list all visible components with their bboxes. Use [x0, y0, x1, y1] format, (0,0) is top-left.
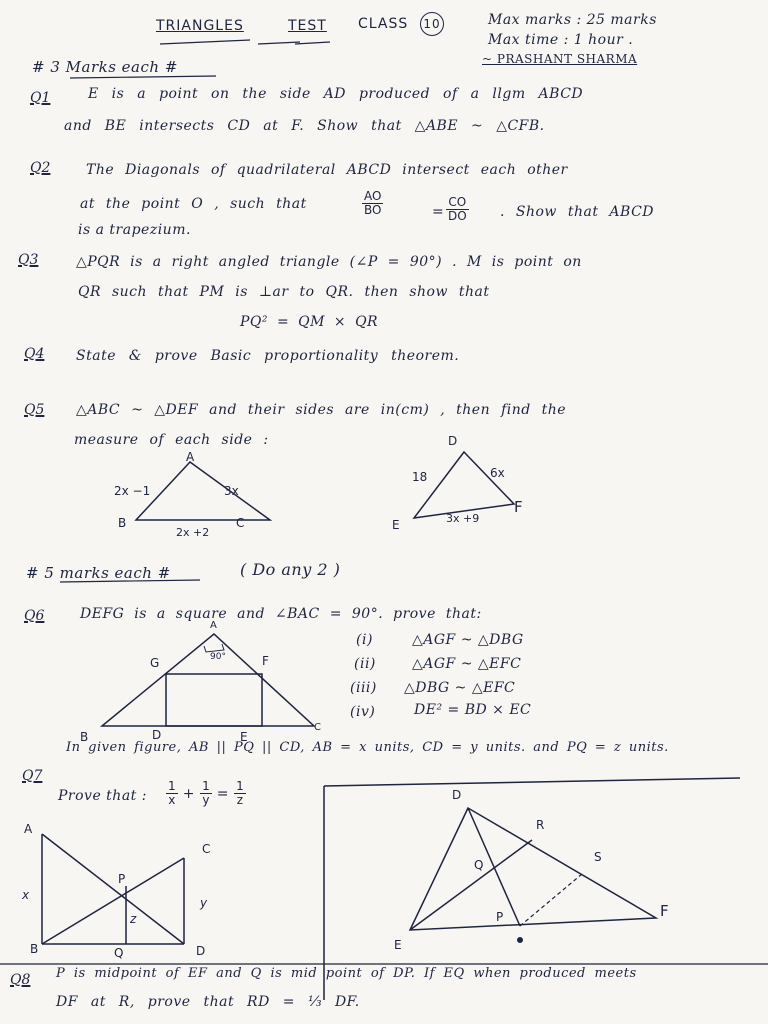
class-number: 10: [420, 12, 444, 36]
section2-heading: # 5 marks each #: [26, 564, 171, 582]
q3-number: Q3: [18, 252, 39, 268]
q6-g: G: [150, 656, 160, 670]
q7-line2: Prove that :: [58, 788, 147, 804]
q7-z: z: [130, 912, 137, 926]
q7-q: Q: [114, 946, 124, 960]
fig-def-f: F: [514, 498, 523, 516]
q6-part1-no: (i): [356, 632, 373, 648]
q7-eq: =: [216, 786, 230, 802]
q7-f1-den: x: [168, 793, 176, 807]
fig-def-de: 18: [412, 470, 428, 484]
q6-part2-no: (ii): [354, 656, 376, 672]
q6-part3-no: (iii): [350, 680, 377, 696]
q1-line1: E is a point on the side AD produced of a llgm ABCD: [88, 86, 584, 102]
test-label: TEST: [288, 18, 327, 34]
q2-frac2-num: CO: [446, 196, 469, 210]
q8-line2: DF at R, prove that RD = ⅓ DF.: [56, 994, 360, 1010]
q7-b: B: [30, 942, 39, 956]
fig-abc-bc: 2x +2: [176, 526, 210, 539]
q7-line1: In given figure, AB || PQ || CD, AB = x units, CD = y units. and PQ = z units.: [66, 740, 669, 755]
q8-s: S: [594, 850, 602, 864]
q2-frac2-den: DO: [448, 209, 467, 223]
q6-part3: △DBG ~ △EFC: [404, 680, 516, 696]
q8-r: R: [536, 818, 545, 832]
fig-abc-ab: 2x −1: [114, 484, 151, 498]
author: ~ PRASHANT SHARMA: [482, 52, 638, 66]
q1-line2: and BE intersects CD at F. Show that △ABE ~ △CFB.: [64, 118, 545, 134]
q7-f3-den: z: [236, 793, 244, 807]
q2-line2b: . Show that ABCD: [500, 204, 655, 220]
q8-p: P: [496, 910, 504, 924]
max-time: Max time : 1 hour .: [488, 32, 634, 48]
q7-x: x: [22, 888, 30, 902]
q6-b: B: [80, 730, 89, 744]
q2-frac1-num: AO: [362, 190, 383, 204]
q6-part4: DE² = BD × EC: [414, 702, 532, 718]
q3-line3: PQ² = QM × QR: [240, 314, 379, 330]
fig-abc-b: B: [118, 516, 127, 530]
section2-note: ( Do any 2 ): [240, 560, 341, 579]
fig-abc-a: A: [186, 450, 195, 464]
max-marks: Max marks : 25 marks: [488, 12, 657, 28]
q2-eq: =: [432, 204, 445, 220]
q6-f: F: [262, 654, 269, 668]
q2-line2a: at the point O , such that: [80, 196, 307, 212]
q6-angle: 90°: [210, 652, 226, 662]
q8-number: Q8: [10, 972, 31, 988]
q6-number: Q6: [24, 608, 45, 624]
fig-def-d: D: [448, 434, 458, 448]
q8-q: Q: [474, 858, 484, 872]
q8-d: D: [452, 788, 462, 802]
q4-number: Q4: [24, 346, 45, 362]
fig-abc-ac: 3x: [224, 484, 239, 498]
q7-f1-num: 1: [168, 779, 176, 793]
q5-line1: △ABC ~ △DEF and their sides are in(cm) , then find the: [76, 402, 567, 418]
q8-f: F: [660, 902, 669, 920]
q3-line2: QR such that PM is ⊥ar to QR. then show that: [78, 284, 490, 300]
q8-e: E: [394, 938, 402, 952]
q7-f3-num: 1: [236, 779, 244, 793]
q6-line1: DEFG is a square and ∠BAC = 90°. prove that:: [80, 606, 482, 622]
fig-def-df: 6x: [490, 466, 505, 480]
fig-abc-c: C: [236, 516, 245, 530]
q7-y: y: [200, 896, 208, 910]
q6-part2: △AGF ~ △EFC: [412, 656, 522, 672]
section1-heading: # 3 Marks each #: [32, 58, 178, 76]
q4-line1: State & prove Basic proportionality theorem.: [76, 348, 460, 364]
class-label: CLASS: [358, 16, 409, 32]
q6-part1: △AGF ~ △DBG: [412, 632, 524, 648]
q5-line2: measure of each side :: [74, 432, 269, 448]
q5-number: Q5: [24, 402, 45, 418]
q2-number: Q2: [30, 160, 51, 176]
q7-d: D: [196, 944, 206, 958]
q7-a: A: [24, 822, 33, 836]
q7-f2-den: y: [202, 793, 210, 807]
q6-e: E: [240, 730, 248, 744]
q6-d: D: [152, 728, 162, 742]
q7-c: C: [202, 842, 211, 856]
fig-def-ef: 3x +9: [446, 512, 480, 525]
fig-def-e: E: [392, 518, 400, 532]
q2-frac1-den: BO: [364, 203, 382, 217]
q2-line3: is a trapezium.: [78, 222, 191, 238]
q7-plus: +: [182, 786, 195, 802]
q7-number: Q7: [22, 768, 43, 784]
q7-f2-num: 1: [202, 779, 210, 793]
q7-p: P: [118, 872, 126, 886]
q6-part4-no: (iv): [350, 704, 376, 720]
q3-line1: △PQR is a right angled triangle (∠P = 90°) . M is point on: [76, 254, 582, 270]
q8-line1: P is midpoint of EF and Q is mid point of DP. If EQ when produced meets: [56, 966, 637, 981]
test-title: TRIANGLES: [156, 18, 244, 34]
q6-a: A: [210, 620, 217, 631]
q1-number: Q1: [30, 90, 51, 106]
q2-line1: The Diagonals of quadrilateral ABCD intersect each other: [86, 162, 568, 178]
q6-c: C: [314, 722, 321, 733]
